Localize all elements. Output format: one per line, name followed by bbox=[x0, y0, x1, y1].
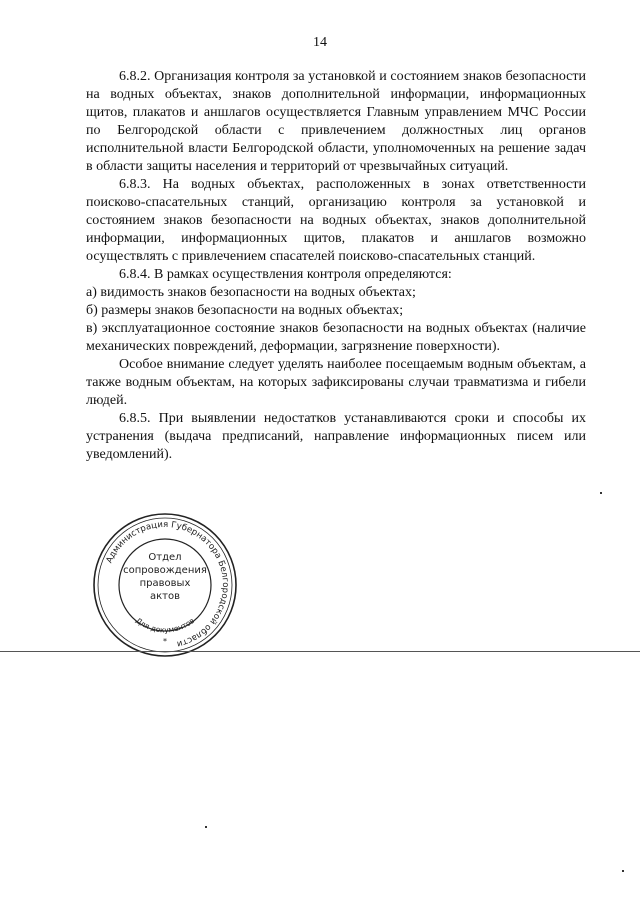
official-stamp bbox=[90, 510, 240, 660]
list-item-b: б) размеры знаков безопасности на водных объектах; bbox=[86, 303, 404, 318]
paragraph-6-8-3: 6.8.3. На водных объектах, расположенных в зонах ответственности поисково-спасательных станций, организацию контроля за установкой и состоянием знаков безопасности на водных объектах, знаков дополнительной информации, информационных щитов, плакатов и аншлагов возможно осуществлять с привлечением спасателей поисково-спасательных станций. bbox=[86, 177, 586, 264]
list-item-v: в) эксплуатационное состояние знаков безопасности на водных объектах (наличие механических повреждений, деформации, загрязнение поверхности). bbox=[86, 321, 586, 354]
scan-speck bbox=[205, 826, 207, 828]
scan-speck bbox=[600, 492, 602, 494]
stamp-line-2: сопровождения bbox=[123, 565, 207, 576]
scan-speck bbox=[622, 870, 624, 872]
paragraph-special-attention: Особое внимание следует уделять наиболее посещаемым водным объектам, а также водным объектам, на которых зафиксированы случаи травматизма и гибели людей. bbox=[86, 357, 586, 408]
stamp-outer-text: Администрация Губернатора Белгородской области bbox=[104, 519, 231, 649]
paragraph-6-8-2: 6.8.2. Организация контроля за установкой и состоянием знаков безопасности на водных объектах, знаков дополнительной информации, информационных щитов, плакатов и аншлагов осуществляется Главным управлением МЧС России по Белгородской области с привлечением должностных лиц органов исполнительной власти Белгородской области, уполномоченных на решение задач в области защиты населения и территорий от чрезвычайных ситуаций. bbox=[86, 69, 586, 174]
stamp-bottom-text: Для документов bbox=[133, 615, 197, 635]
paragraph-6-8-4: 6.8.4. В рамках осуществления контроля определяются: bbox=[119, 267, 452, 282]
document-body bbox=[86, 68, 586, 464]
stamp-star-icon: * bbox=[163, 637, 167, 646]
stamp-line-3: правовых bbox=[139, 578, 191, 589]
stamp-line-1: Отдел bbox=[148, 552, 182, 563]
list-item-a: а) видимость знаков безопасности на водных объектах; bbox=[86, 285, 416, 300]
stamp-line-4: актов bbox=[149, 591, 181, 602]
page-number: 14 bbox=[313, 35, 327, 50]
horizontal-divider bbox=[0, 651, 640, 652]
paragraph-6-8-5: 6.8.5. При выявлении недостатков устанавливаются сроки и способы их устранения (выдача предписаний, направление информационных писем или уведомлений). bbox=[86, 411, 586, 462]
